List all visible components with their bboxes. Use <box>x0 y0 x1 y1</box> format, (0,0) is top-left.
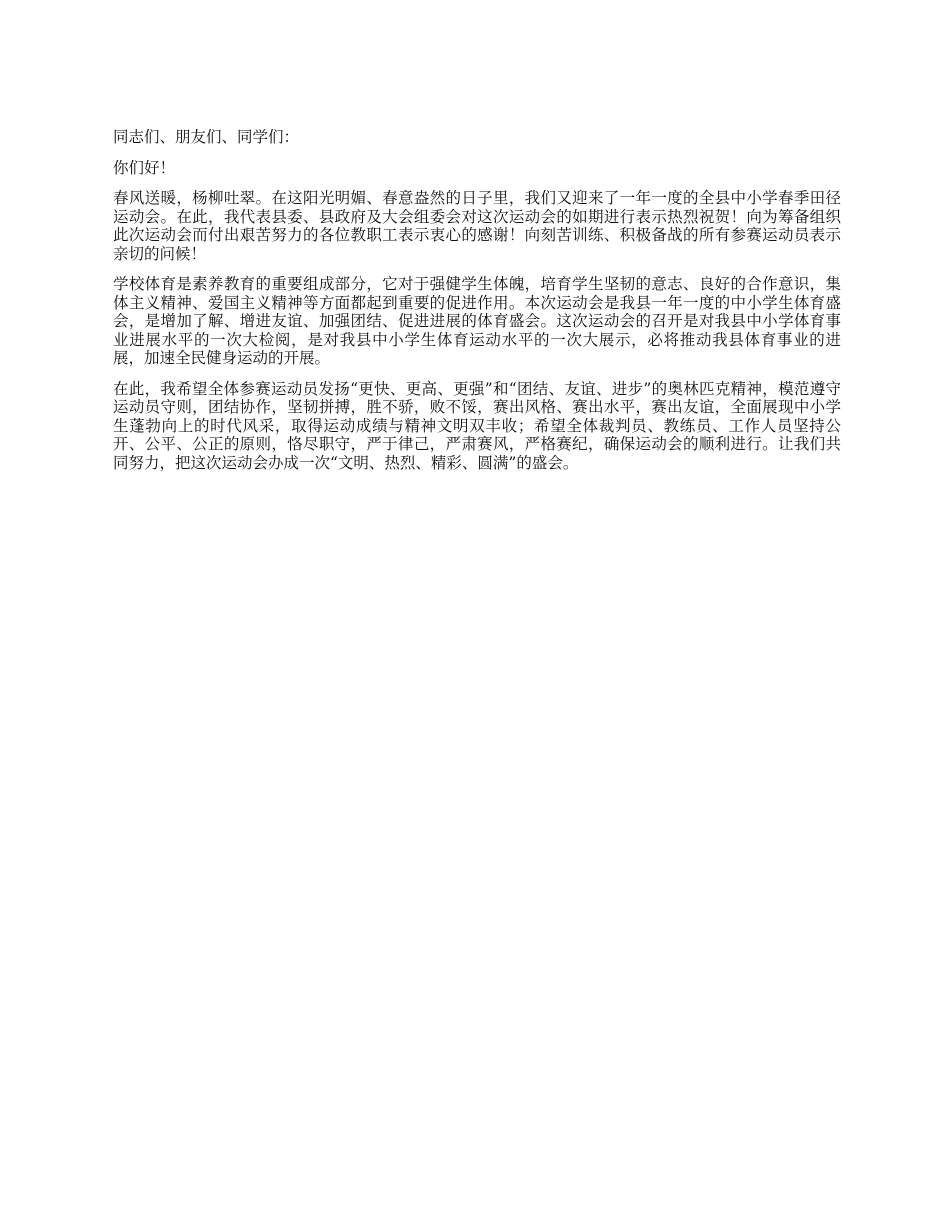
salutation: 同志们、朋友们、同学们： <box>113 128 300 146</box>
document-body <box>113 128 841 484</box>
paragraph-school-sports: 学校体育是素养教育的重要组成部分，它对于强健学生体魄，培育学生坚韧的意志、良好的合作意识，集体主义精神、爱国主义精神等方面都起到重要的促进作用。本次运动会是我县一年一度的中小学生体育盛会，是增加了解、增进友谊、加强团结、促进进展的体育盛会。这次运动会的召开是对我县中小学体育事业进展水平的一次大检阅，是对我县中小学生体育运动水平的一次大展示，必将推动我县体育事业的进展，加速全民健身运动的开展。 <box>113 275 841 367</box>
paragraph-wishes: 在此，我希望全体参赛运动员发扬“更快、更高、更强”和“团结、友谊、进步”的奥林匹克精神，模范遵守运动员守则，团结协作，坚韧拼搏，胜不骄，败不馁，赛出风格、赛出水平，赛出友谊，全面展现中小学生蓬勃向上的时代风采，取得运动成绩与精神文明双丰收；希望全体裁判员、教练员、工作人员坚持公开、公平、公正的原则，恪尽职守，严于律己，严肃赛风，严格赛纪，确保运动会的顺利进行。让我们共同努力，把这次运动会办成一次“文明、热烈、精彩、圆满”的盛会。 <box>113 379 841 472</box>
paragraph-opening: 春风送暖，杨柳吐翠。在这阳光明媚、春意盎然的日子里，我们又迎来了一年一度的全县中小学春季田径运动会。在此，我代表县委、县政府及大会组委会对这次运动会的如期进行表示热烈祝贺！向为筹备组织此次运动会而付出艰苦努力的各位教职工表示衷心的感谢！向刻苦训练、积极备战的所有参赛运动员表示亲切的问候！ <box>113 189 841 263</box>
greeting: 你们好！ <box>113 158 176 177</box>
